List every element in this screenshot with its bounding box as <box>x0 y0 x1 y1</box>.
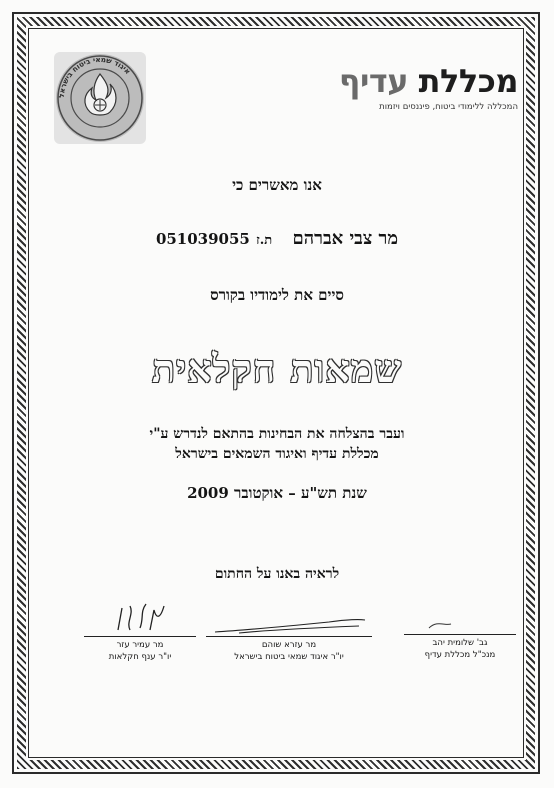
course-name: שמאות חקלאית <box>151 346 403 391</box>
signatory-title: יו"ר ענף חקלאות <box>108 652 172 662</box>
flame-seal-icon <box>52 50 148 146</box>
logo-tagline: המכללה ללימודי ביטוח, פיננסים ויזמות <box>379 102 518 112</box>
passed-line-1: ועבר בהצלחה את הבחינות בהתאם לנדרש ע"י <box>149 426 405 442</box>
logo-word-college: מכללת <box>418 62 518 100</box>
passed-text <box>40 424 514 464</box>
association-seal <box>52 50 148 146</box>
year-text: שנת תש"ע – אוקטובר 2009 <box>187 484 367 502</box>
completed-text: סיים את לימודיו בקורס <box>210 286 344 304</box>
signatory-name: מר עזרא שוהם <box>261 640 317 650</box>
passed-line-2: מכללת עדיף ואיגוד השמאים בישראל <box>175 446 379 462</box>
handwritten-signature <box>209 616 369 636</box>
signed-note: לראיה באנו על החתום <box>214 566 340 582</box>
recipient-line <box>40 228 514 249</box>
signatory-name: גב' שלומית יהב <box>432 638 488 648</box>
signatory-title: מנכ"ל מכללת עדיף <box>424 650 496 660</box>
handwritten-signature <box>415 606 505 634</box>
recipient-name: מר צבי אברהם <box>292 228 399 249</box>
signatory-title: יו"ר איגוד שמאי ביטוח בישראל <box>234 652 344 662</box>
logo-word-adif: עדיף <box>338 62 408 100</box>
signature-line <box>206 636 372 637</box>
id-number: 051039055 <box>155 230 250 248</box>
signature-block-ceo <box>404 606 516 661</box>
intro-text: אנו מאשרים כי <box>232 176 322 194</box>
signature-line <box>404 634 516 635</box>
signatory-name: מר עמיר עזר <box>116 640 164 650</box>
id-label: ת.ז <box>256 233 273 248</box>
logo-wordmark <box>288 62 518 100</box>
signature-line <box>84 636 196 637</box>
signature-block-chairman <box>206 616 372 663</box>
handwritten-signature <box>100 600 180 636</box>
seal-ring-text: איגוד שמאי ביטוח בישראל <box>56 54 133 99</box>
signature-block-branch <box>84 600 196 663</box>
college-logo <box>288 62 518 112</box>
